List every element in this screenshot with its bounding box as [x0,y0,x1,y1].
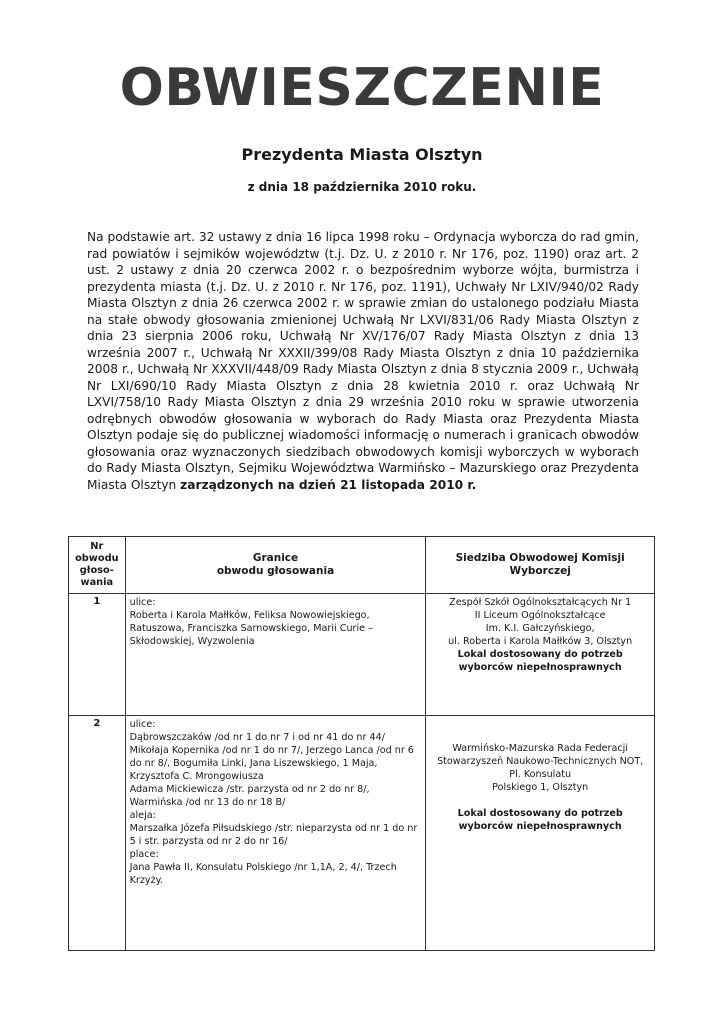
header-boundaries [125,537,426,594]
accessibility-note: Lokal dostosowany do potrzeb wyborców niepełnosprawnych [457,808,623,832]
boundary-line: ulice: [129,719,156,730]
header-seat-line: Siedziba Obwodowej Komisji [455,552,625,564]
boundary-line: aleja: [129,810,156,821]
document-date: z dnia 18 października 2010 roku. [247,180,477,194]
seat-line: Pl. Konsulatu [509,769,572,780]
seat-line: Stowarzyszeń Naukowo-Technicznych NOT, [437,756,644,767]
commission-seat [426,716,655,951]
district-boundaries [125,716,426,951]
seat-line: II Liceum Ogólnokształcące [474,610,606,621]
accessibility-note: Lokal dostosowany do potrzeb wyborców niepełnosprawnych [457,649,623,673]
boundary-line: Marszałka Józefa Piłsudskiego /str. nieparzysta od nr 1 do nr 5 i str. parzysta od nr 2 do nr 16/ [129,823,418,847]
header-boundaries-line: obwodu głosowania [216,565,335,577]
seat-line: Polskiego 1, Olsztyn [492,782,589,793]
boundary-line: Jana Pawła II, Konsulatu Polskiego /nr 1,1A, 2, 4/, Trzech Krzyży. [129,862,397,886]
legal-basis-paragraph [87,229,639,493]
header-commission-seat [426,537,655,594]
commission-seat [426,594,655,716]
boundary-line: Adama Mickiewicza /str. parzysta od nr 2 do nr 8/, Warmińska /od nr 13 do nr 18 B/ [129,784,370,808]
seat-line: Warmińsko-Mazurska Rada Federacji [452,743,628,754]
document-title: OBWIESZCZENIE [119,58,605,118]
header-boundaries-line: Granice [252,552,299,564]
boundary-line: Roberta i Karola Małłków, Feliksa Nowowiejskiego, Ratuszowa, Franciszka Sarnowskiego, Marii Curie – Skłodowskiej, Wyzwolenia [129,610,373,647]
district-number: 1 [69,594,126,716]
table-row [69,716,655,951]
document-subtitle: Prezydenta Miasta Olsztyn [241,145,483,164]
legal-basis-text: Na podstawie art. 32 ustawy z dnia 16 lipca 1998 roku – Ordynacja wyborcza do rad gmin, rad powiatów i sejmików województw (t.j. Dz. U. z 2010 r. Nr 176, poz. 1190) oraz art. 2 ust. 2 ustawy z dnia 20 czerwca 2002 r. o bezpośrednim wyborze wójta, burmistrza i prezydenta miasta (t.j. Dz. U. z 2010 r. Nr 176, poz. 1191), Uchwały Nr LXIV/940/02 Rady Miasta Olsztyn z dnia 26 czerwca 2002 r. w sprawie zmian do ustalonego podziału Miasta na stałe obwody głosowania zmienionej Uchwałą Nr LXVI/831/06 Rady Miasta Olsztyn z dnia 23 sierpnia 2006 roku, Uchwałą Nr XV/176/07 Rady Miasta Olsztyn z dnia 13 września 2007 r., Uchwałą Nr XXXII/399/08 Rady Miasta Olsztyn z dnia 10 października 2008 r., Uchwałą Nr XXXVII/448/09 Rady Miasta Olsztyn z dnia 8 stycznia 2009 r., Uchwałą Nr LXI/690/10 Rady Miasta Olsztyn z dnia 28 kwietnia 2010 r. oraz Uchwałą Nr LXVI/758/10 Rady Miasta Olsztyn z dnia 29 września 2010 roku w sprawie utworzenia odrębnych obwodów głosowania w wyborach do Rady Miasta oraz Prezydenta Miasta Olsztyn podaje się do publicznej wiadomości informację o numerach i granicach obwodów głosowania oraz wyznaczonych siedzibach obwodowych komisji wyborczych w wyborach do Rady Miasta Olsztyn, Sejmiku Województwa Warmińsko – Mazurskiego oraz Prezydenta Miasta Olsztyn [87,230,639,492]
district-boundaries [125,594,426,716]
boundary-line: Dąbrowszczaków /od nr 1 do nr 7 i od nr 41 do nr 44/ Mikołaja Kopernika /od nr 1 do nr 7/, Jerzego Lanca /od nr 6 do nr 8/, Bogumiła Linki, Jana Liszewskiego, 1 Maja, Krzysztofa C. Mrongowiusza [129,732,414,782]
boundary-line: ulice: [129,597,156,608]
seat-line: ul. Roberta i Karola Małłków 3, Olsztyn [448,636,633,647]
election-date-emphasis: zarządzonych na dzień 21 listopada 2010 r. [180,477,477,492]
voting-districts-table [68,536,655,951]
header-district-number: Nr obwodu głosowania [69,537,126,594]
district-number: 2 [69,716,126,951]
table-row [69,594,655,716]
seat-line: Zespół Szkół Ogólnokształcących Nr 1 [449,597,632,608]
boundary-line: place: [129,849,159,860]
seat-line: Im. K.I. Gałczyńskiego, [485,623,595,634]
header-seat-line: Wyborczej [509,565,571,577]
table-header-row [69,537,655,594]
